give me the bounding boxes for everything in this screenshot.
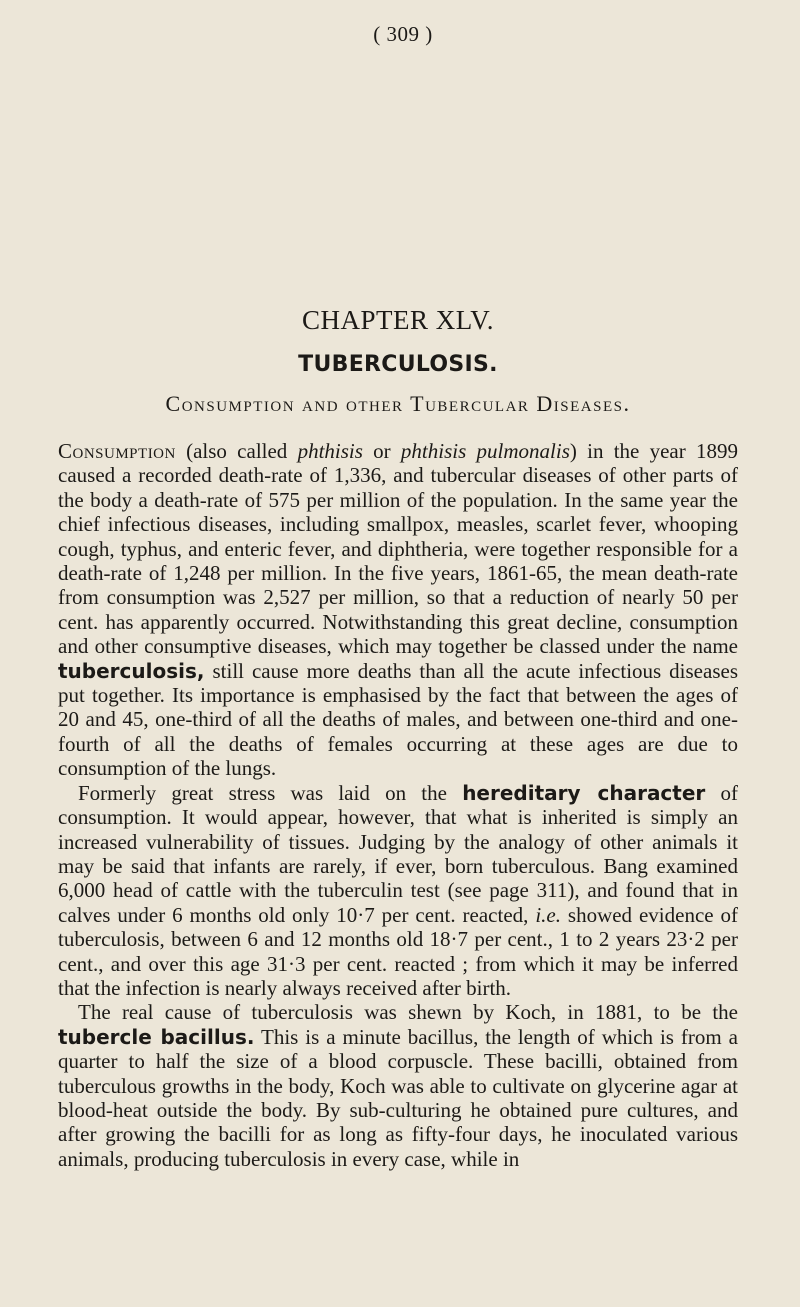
text-run: The real cause of tuberculosis was shewn by Koch, in 1881, to be the <box>78 1000 738 1025</box>
text-run: This is a minute bacillus, the length of which is from a quarter to half the size of a blood corpuscle. These bacilli, obtained from tuberculous growths in the body, Koch was able to cultivate on glycerine agar at blood-heat outside the body. By sub-culturing he obtained pure cultures, and after growing the bacilli for as long as fifty-four days, he inoculated various animals, producing tuberculosis in every case, while in <box>58 1024 738 1171</box>
text-run: still cause more deaths than all the acute infectious diseases put together. Its importance is emphasised by the fact that between the ages of 20 and 45, one-third of all the deaths of males, and between one-third and one-fourth of all the deaths of females occurring at these ages are due to consumption of the lungs. <box>58 658 738 781</box>
text-run: (also called <box>175 439 298 463</box>
text-run: showed evidence of tuberculosis, between 6 and 12 months old 18·7 per cent., 1 to 2 years 23·2 per cent., and over this age 31·3 per cent. reacted ; from which it may be inferred that the infection is nearly always received after birth. <box>58 902 738 1000</box>
section-subtitle: Consumption and other Tubercular Diseases. <box>165 391 631 416</box>
italic-term: phthisis pulmonalis <box>400 439 570 463</box>
paragraph-3 <box>58 1000 738 1171</box>
text-run: of consumption. It would appear, however, that what is inherited is simply an increased vulnerability of tissues. Judging by the analogy of other animals it may be said that infants are rarely, if ever, born tuberculous. Bang examined 6,000 head of cattle with the tuberculin test (see page 311), and found that in calves under 6 months old only 10·7 per cent. reacted, <box>58 780 739 927</box>
text-run: or <box>362 439 401 463</box>
chapter-heading: CHAPTER XLV. <box>301 305 495 335</box>
italic-term: phthisis <box>297 439 363 463</box>
paragraph-2 <box>58 781 738 1001</box>
bold-term: hereditary character <box>462 780 706 805</box>
book-page <box>58 22 738 1171</box>
bold-term: tubercle bacillus. <box>58 1024 255 1049</box>
bold-term: tuberculosis, <box>58 658 205 683</box>
page-number: ( 309 ) <box>373 22 433 46</box>
text-run: ) in the year 1899 caused a recorded death-rate of 1,336, and tubercular diseases of other parts of the body a death-rate of 575 per million of the population. In the same year the chief infectious diseases, including smallpox, measles, scarlet fever, whooping cough, typhus, and enteric fever, and diphtheria, were together responsible for a death-rate of 1,248 per million. In the five years, 1861-65, the mean death-rate from consumption was 2,527 per million, so that a reduction of nearly 50 per cent. has apparently occurred. Notwithstanding this great decline, consumption and other consumptive diseases, which may together be classed under the name <box>58 439 738 659</box>
paragraph-1 <box>58 439 738 781</box>
lead-word: Consumption <box>58 439 176 463</box>
chapter-title: TUBERCULOSIS. <box>298 352 498 377</box>
text-run: Formerly great stress was laid on the <box>78 780 463 805</box>
italic-term: i.e. <box>535 902 561 927</box>
body-text <box>58 439 738 1171</box>
